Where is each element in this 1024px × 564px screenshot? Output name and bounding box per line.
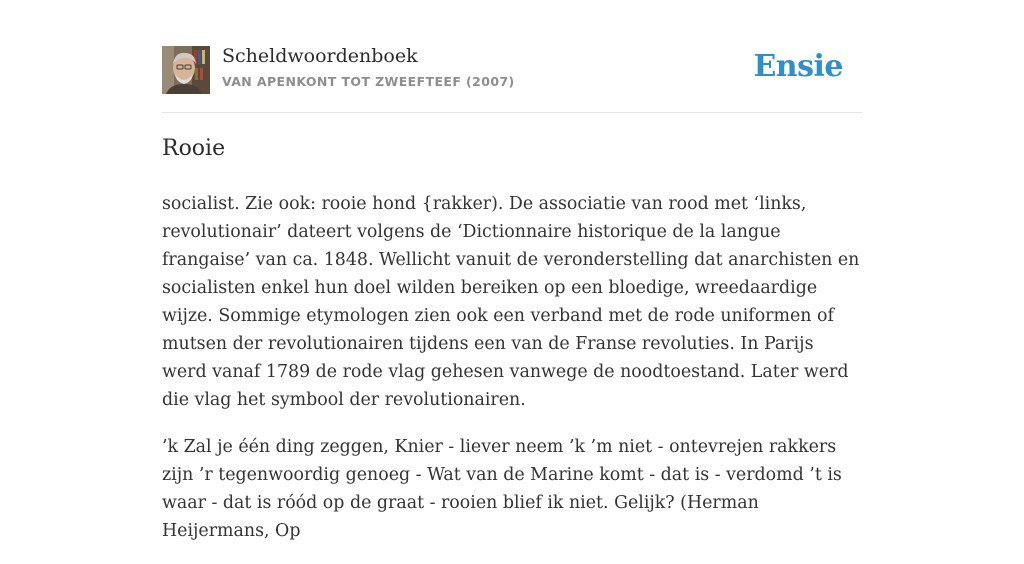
author-photo-icon	[162, 46, 210, 94]
source-title-link[interactable]: Scheldwoordenboek	[222, 45, 418, 67]
header	[162, 0, 862, 113]
entry-title: Rooie	[162, 136, 226, 161]
entry-paragraph-quote: ’k Zal je één ding zeggen, Knier - liever neem ’k ’m niet - ontevrejen rakkers zijn ’r tegenwoordig genoeg - Wat van de Marine komt - dat is - verdomd ’t is waar - dat is róód op de graat - rooien blief ik niet. Gelijk? (Herman Heijermans, Op	[162, 437, 842, 541]
author-avatar[interactable]	[162, 46, 210, 94]
source-subtitle: VAN APENKONT TOT ZWEEFTEEF (2007)	[222, 74, 515, 89]
content-column	[162, 0, 862, 541]
ensie-logo-link[interactable]: Ensie	[753, 49, 843, 84]
entry-paragraph: socialist. Zie ook: rooie hond {rakker). De associatie van rood met ‘links, revolutionair’ dateert volgens de ‘Dictionnaire historique de la langue frangaise’ van ca. 1848. Wellicht vanuit de veronderstelling dat anarchisten en socialisten enkel hun doel wilden bereiken op een bloedige, wreedaardige wijze. Sommige etymologen zien ook een verband met de rode uniformen of mutsen der revolutionairen tijdens een van de Franse revoluties. In Parijs werd vanaf 1789 de rode vlag gehesen vanwege de noodtoestand. Later werd die vlag het symbool der revolutionairen.	[162, 194, 860, 410]
entry-body	[162, 190, 862, 564]
